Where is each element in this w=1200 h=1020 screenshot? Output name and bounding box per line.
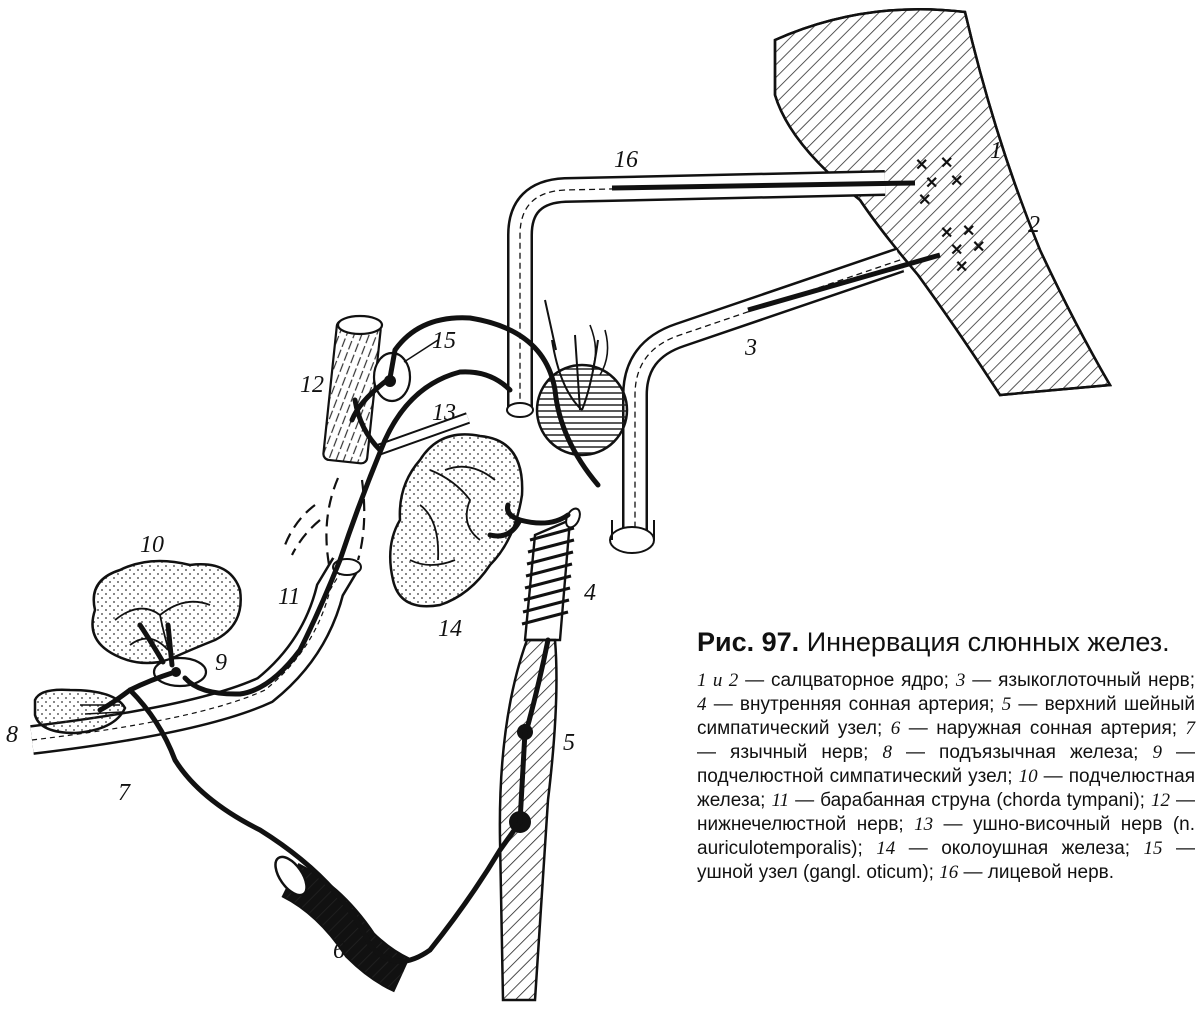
legend-entry: 10 — подчелюстная железа; [697,766,1195,811]
legend-text: подчелюстная железа; [697,766,1195,811]
svg-text:✕: ✕ [972,239,986,256]
label-5: 5 [563,730,575,756]
legend-text: околоушная железа; [941,838,1131,859]
legend-text: лицевой нерв. [987,862,1115,883]
label-9: 9 [215,650,227,676]
legend-number: 12 [1151,790,1170,811]
legend-text: языкоглоточный нерв; [998,670,1195,691]
legend-entry: 16 — лицевой нерв. [939,862,1115,883]
label-15: 15 [432,328,456,354]
legend-number: 15 [1143,838,1163,859]
legend-entry: 3 — языкоглоточный нерв; [955,670,1195,691]
legend-text: наружная сонная артерия; [936,718,1178,739]
legend-number: 5 [1001,694,1012,715]
legend-text: подъязычная железа; [939,742,1139,763]
label-11: 11 [278,584,301,610]
svg-text:✕: ✕ [940,225,954,242]
caption-title [697,624,1195,661]
legend-entry: 9 — подчелюстной симпатический узел; [697,742,1196,787]
legend-text: внутренняя сонная артерия; [739,694,995,715]
legend-entry: 8 — подъязычная железа; [882,742,1139,763]
label-12: 12 [300,372,324,398]
legend-number: 6 [890,718,901,739]
legend-number: 16 [939,862,959,883]
legend-text: салцваторное ядро; [770,670,949,691]
svg-text:✕: ✕ [955,259,969,276]
legend-text: ушно-височный нерв (n. auriculotemporalis); [697,814,1196,859]
legend-number: 9 [1152,742,1162,763]
svg-text:✕: ✕ [915,157,929,174]
legend-number: 13 [914,814,934,835]
legend-number: 1 и 2 [697,670,739,691]
svg-text:✕: ✕ [918,192,932,209]
label-14: 14 [438,616,462,642]
brainstem [775,9,1110,395]
svg-text:✕: ✕ [940,155,954,172]
label-7: 7 [118,780,130,806]
glossopharyngeal-nerve [610,255,940,553]
legend-entry: 11 — барабанная струна (chorda tympani); [771,790,1145,811]
label-8: 8 [6,722,18,748]
label-10: 10 [140,532,164,558]
svg-text:✕: ✕ [925,175,939,192]
legend-entry: 15 — ушной узел (gangl. oticum); [697,838,1196,883]
legend-number: 11 [771,790,790,811]
legend-entry: 6 — наружная сонная артерия; [890,718,1178,739]
svg-text:✕: ✕ [950,242,964,259]
label-6: 6 [333,938,345,964]
label-2: 2 [1028,212,1040,238]
svg-text:✕: ✕ [962,223,976,240]
legend-text: верхний шейный симпатический узел; [697,694,1196,739]
label-13: 13 [432,400,456,426]
legend-number: 10 [1018,766,1038,787]
legend-entry: 4 — внутренняя сонная артерия; [697,694,995,715]
label-1: 1 [990,138,1002,164]
mandibular-nerve [285,316,382,570]
caption-legend [697,669,1195,885]
figure-caption [697,624,1195,885]
submandibular-gland [93,561,241,663]
label-3: 3 [745,335,757,361]
figure-number: Рис. 97. [697,627,800,657]
label-16: 16 [614,147,638,173]
superior-cervical-ganglion [500,640,557,1000]
legend-entry: 12 — нижнечелюстной нерв; [697,790,1196,835]
legend-text: подчелюстной симпатический узел; [697,766,1013,787]
legend-entry: 7 — язычный нерв; [697,718,1196,763]
label-4: 4 [584,580,596,606]
parotid-gland [390,434,522,606]
legend-text: барабанная струна (chorda tympani); [820,790,1145,811]
legend-number: 14 [876,838,896,859]
legend-entry: 5 — верхний шейный симпатический узел; [697,694,1196,739]
legend-entry: 1 и 2 — салцваторное ядро; [697,670,949,691]
legend-number: 8 [882,742,892,763]
svg-text:✕: ✕ [950,173,964,190]
figure-title: Иннервация слюнных желез. [806,627,1170,657]
legend-text: нижнечелюстной нерв; [697,814,904,835]
legend-entry: 13 — ушно-височный нерв (n. auriculotemporalis); [697,814,1196,859]
legend-number: 4 [697,694,707,715]
legend-text: язычный нерв; [730,742,869,763]
internal-carotid-artery [522,506,583,640]
legend-entry: 14 — околоушная железа; [876,838,1131,859]
legend-text: ушной узел (gangl. oticum); [697,862,934,883]
legend-number: 7 [1185,718,1196,739]
legend-number: 3 [955,670,966,691]
